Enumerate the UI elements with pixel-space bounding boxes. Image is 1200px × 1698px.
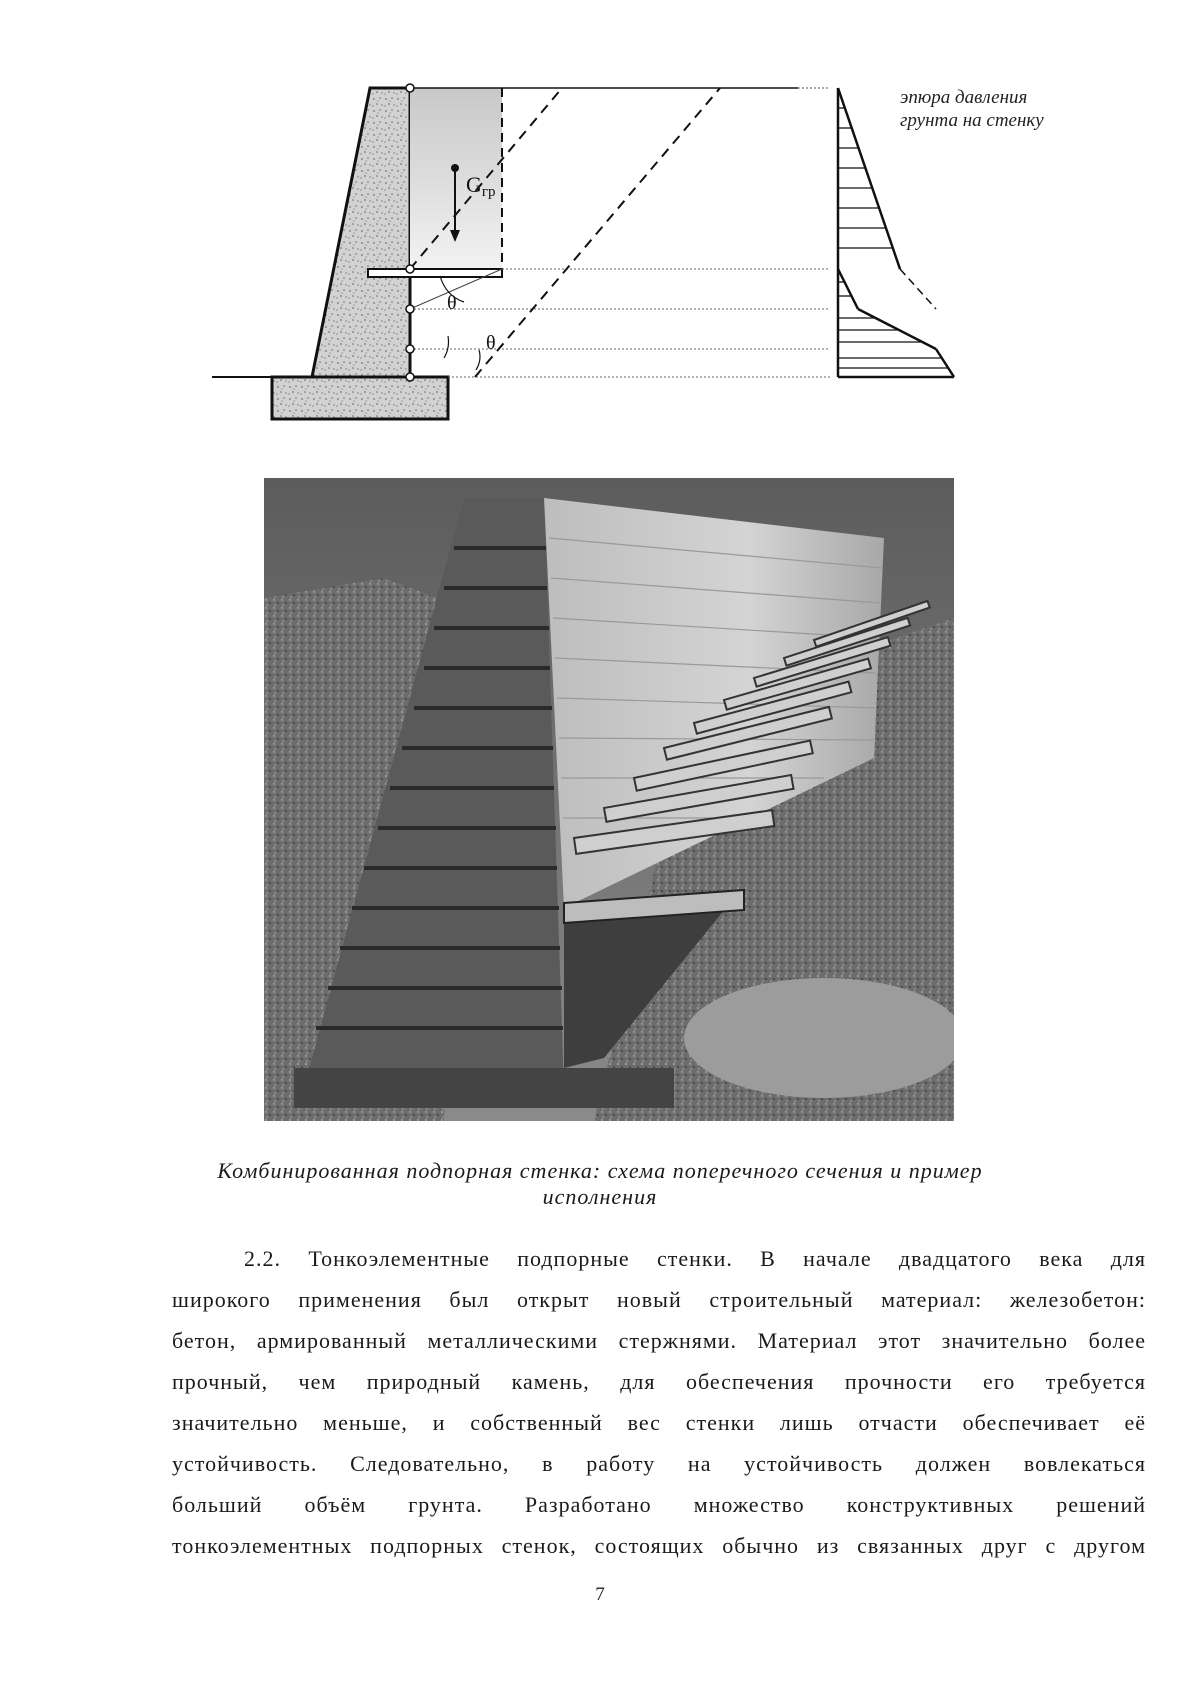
paragraph-line: тонкоэлементных подпорных стенок, состоящих обычно из связанных друг с другом (172, 1533, 1146, 1558)
pressure-diagram-label: эпюра давления грунта на стенку (900, 87, 1044, 131)
paragraph-line: устойчивость. Следовательно, в работу на устойчивость должен вовлекаться (172, 1451, 1146, 1476)
pressure-hatching (838, 108, 948, 368)
figure-caption: Комбинированная подпорная стенка: схема поперечного сечения и пример исполнения (217, 1158, 983, 1209)
paragraph-line: значительно меньше, и собственный вес стенки лишь отчасти обеспечивает её (172, 1410, 1146, 1435)
wall-body (312, 88, 410, 377)
paragraph-line: больший объём грунта. Разработано множество конструктивных решений (172, 1492, 1146, 1517)
angle-label: θ (486, 332, 496, 354)
soil-weight-label: $G_{гр}$ (466, 172, 496, 200)
slip-line-lower (475, 88, 720, 377)
paragraph-line: бетон, армированный металлическими стержнями. Материал этот значительно более (172, 1328, 1146, 1353)
paragraph-line: широкого применения был открыт новый строительный материал: железобетон: (172, 1287, 1146, 1312)
body-paragraph (172, 1244, 1146, 1572)
paragraph-line: 2.2. Тонкоэлементные подпорные стенки. В начале двадцатого века для (244, 1246, 1146, 1271)
paragraph-line: прочный, чем природный камень, для обеспечения прочности его требуется (172, 1369, 1146, 1394)
relieving-shelf (368, 269, 502, 277)
angle-label: θ (447, 292, 457, 314)
page-number: 7 (595, 1584, 605, 1605)
retaining-wall-photo (264, 478, 954, 1121)
wall-foundation (272, 377, 448, 419)
